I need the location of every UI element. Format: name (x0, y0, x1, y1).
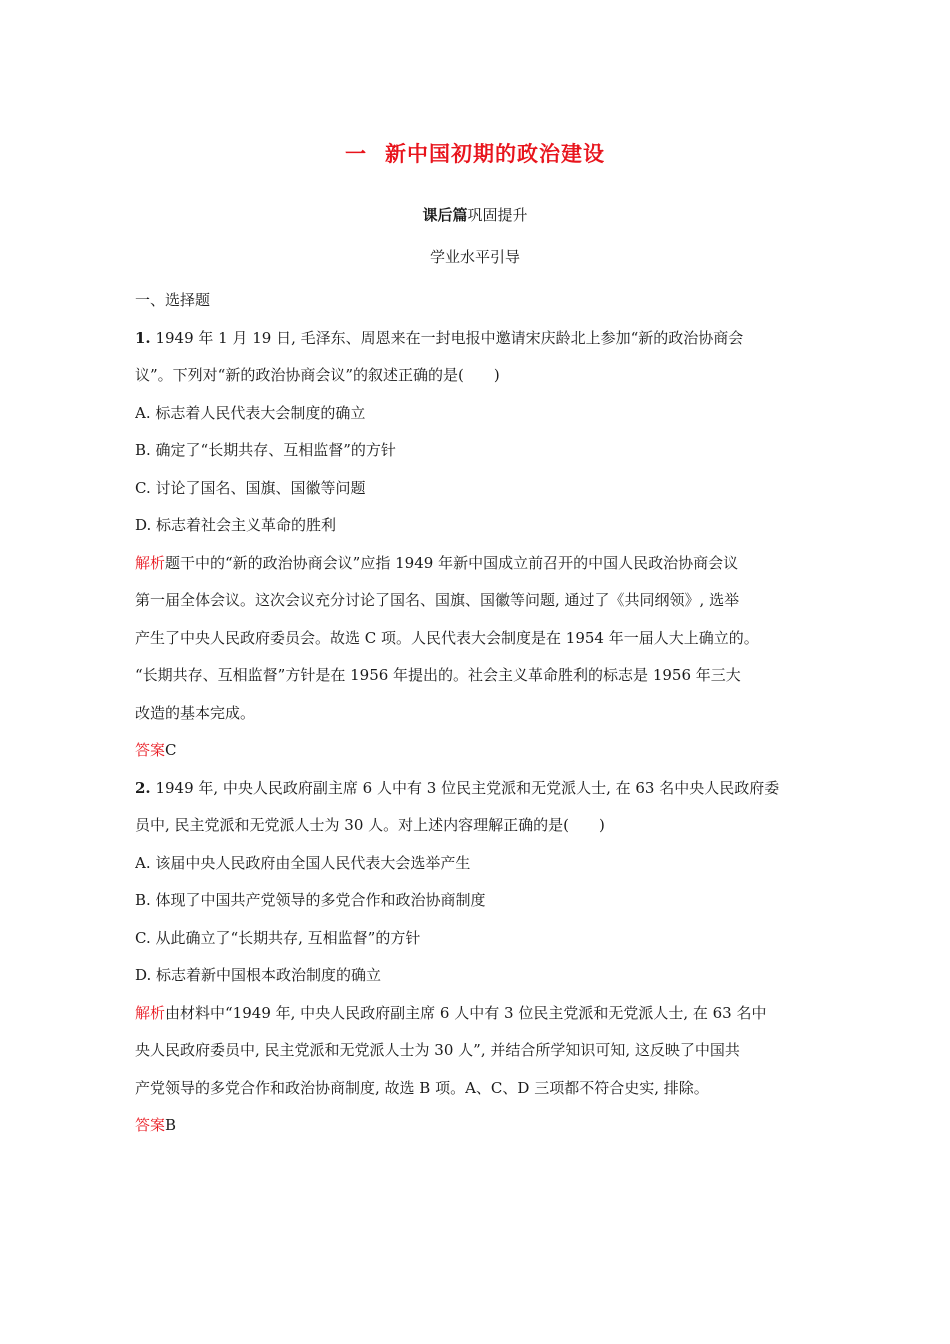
question-2-option-a: A. 该届中央人民政府由全国人民代表大会选举产生 (135, 853, 471, 872)
question-number: 2. (135, 778, 151, 797)
answer-label: 答案 (135, 741, 166, 759)
question-content (135, 288, 817, 1151)
question-1-analysis-line-2: 第一届全体会议。这次会议充分讨论了国名、国旗、国徽等问题, 通过了《共同纲领》, 选举 (135, 591, 740, 609)
question-2-analysis-line-1: 解析由材料中“1949 年, 中央人民政府副主席 6 人中有 3 位民主党派和无党派人士, 在 63 名中 (135, 1003, 767, 1022)
question-2-analysis-line-2: 央人民政府委员中, 民主党派和无党派人士为 30 人”, 并结合所学知识可知, 这反映了中国共 (135, 1041, 740, 1059)
title-text: 新中国初期的政治建设 (385, 142, 605, 166)
subtitle-rest: 巩固提升 (467, 206, 528, 224)
title-number: 一 (345, 142, 367, 166)
question-2-analysis-line-3: 产党领导的多党合作和政治协商制度, 故选 B 项。A、C、D 三项都不符合史实, 排除。 (135, 1078, 709, 1097)
question-2-stem-line-1: 2. 1949 年, 中央人民政府副主席 6 人中有 3 位民主党派和无党派人士, 在 63 名中央人民政府委 (135, 778, 780, 797)
question-1-stem-line-2: 议”。下列对“新的政治协商会议”的叙述正确的是( ) (135, 366, 500, 384)
level-heading: 学业水平引导 (429, 248, 520, 266)
section-subtitle (0, 204, 950, 225)
question-1-answer: 答案C (135, 741, 177, 759)
question-2-option-d: D. 标志着新中国根本政治制度的确立 (135, 966, 382, 984)
question-2-answer: 答案B (135, 1116, 177, 1134)
section-heading: 一、选择题 (135, 291, 211, 309)
question-1-analysis-line-5: 改造的基本完成。 (135, 703, 256, 722)
answer-label: 答案 (135, 1116, 166, 1134)
analysis-label: 解析 (135, 1003, 166, 1022)
question-1-option-a: A. 标志着人民代表大会制度的确立 (135, 403, 366, 422)
question-2-option-c: C. 从此确立了“长期共存, 互相监督”的方针 (135, 928, 421, 947)
question-1-option-c: C. 讨论了国名、国旗、国徽等问题 (135, 478, 366, 497)
question-1-analysis-line-3: 产生了中央人民政府委员会。故选 C 项。人民代表大会制度是在 1954 年一届人大上确立的。 (135, 628, 759, 647)
page-title (0, 138, 950, 168)
question-1-stem-line-1: 1. 1949 年 1 月 19 日, 毛泽东、周恩来在一封电报中邀请宋庆龄北上参加“新的政治协商会 (135, 328, 744, 347)
question-number: 1. (135, 328, 151, 347)
analysis-label: 解析 (135, 553, 166, 572)
question-1-analysis-line-4: “长期共存、互相监督”方针是在 1956 年提出的。社会主义革命胜利的标志是 1956 年三大 (135, 666, 741, 684)
question-1-option-d: D. 标志着社会主义革命的胜利 (135, 516, 337, 534)
question-1-analysis-line-1: 解析题干中的“新的政治协商会议”应指 1949 年新中国成立前召开的中国人民政治协商会议 (135, 553, 739, 572)
question-1-option-b: B. 确定了“长期共存、互相监督”的方针 (135, 441, 396, 459)
question-2-option-b: B. 体现了中国共产党领导的多党合作和政治协商制度 (135, 891, 486, 909)
question-2-stem-line-2: 员中, 民主党派和无党派人士为 30 人。对上述内容理解正确的是( ) (135, 816, 605, 834)
subtitle-bold: 课后篇 (422, 206, 468, 224)
